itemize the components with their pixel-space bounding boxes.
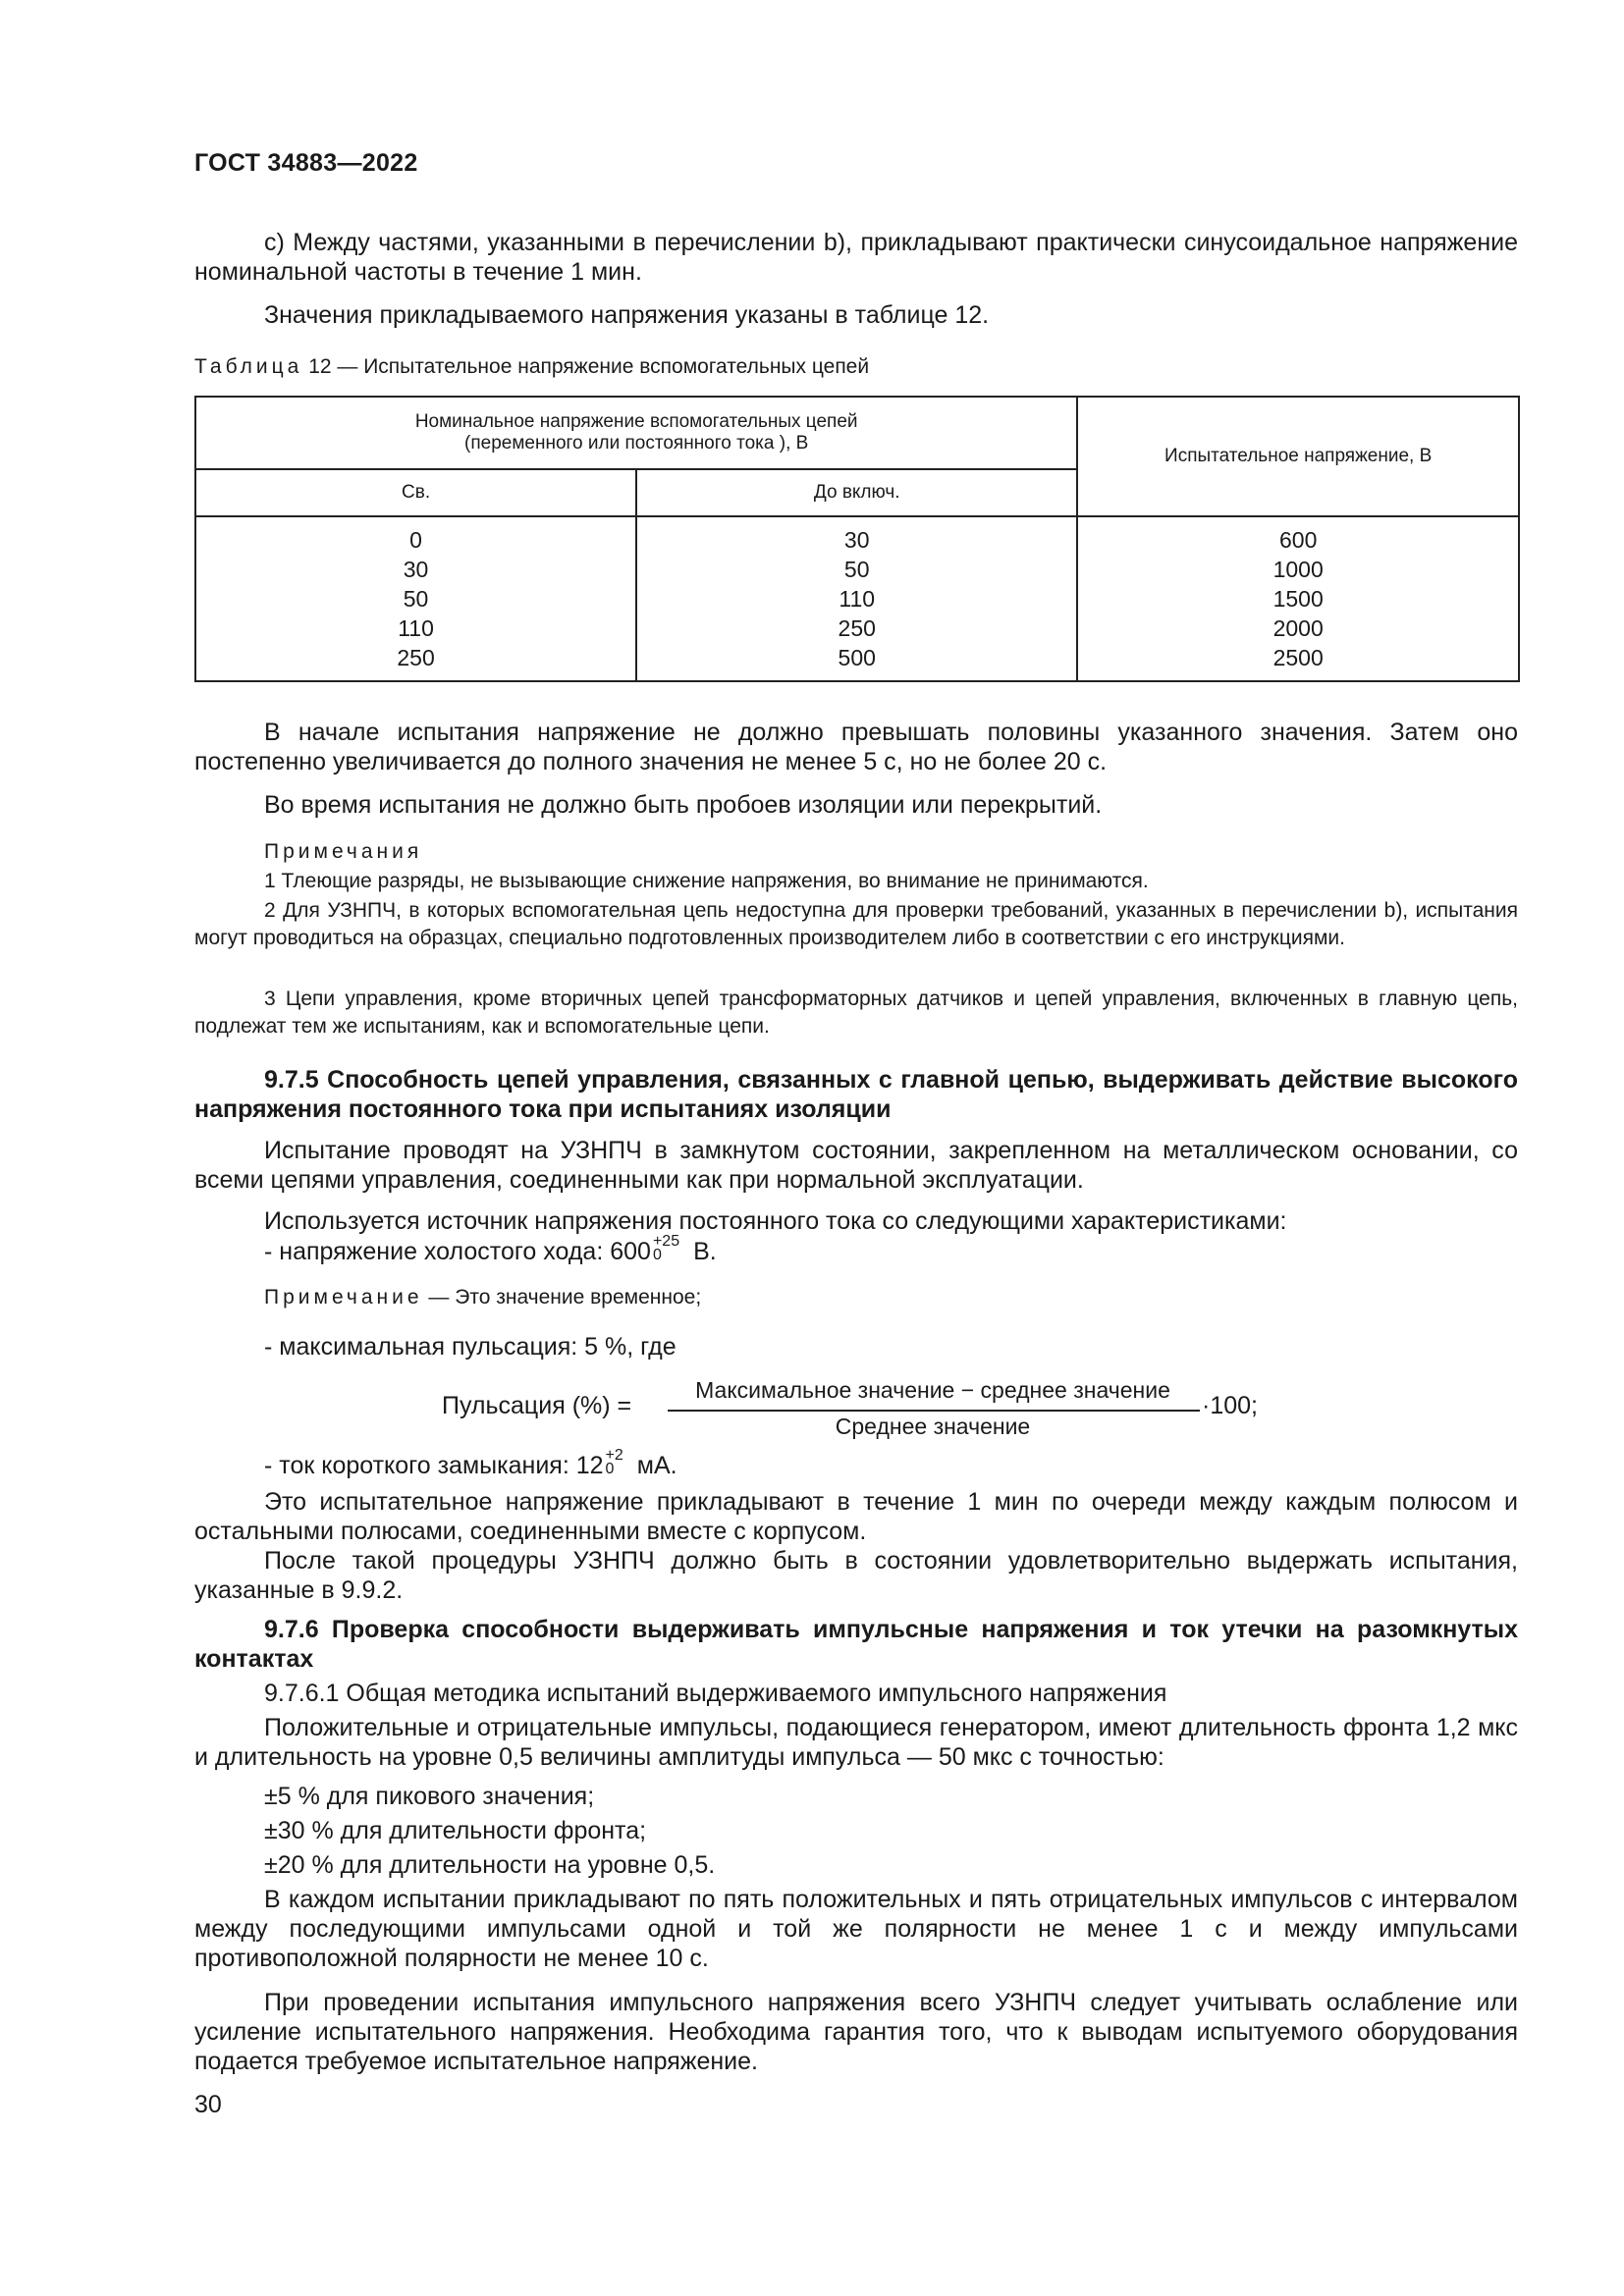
- tolerance-plus: +25: [652, 1233, 680, 1251]
- fraction-bar: [668, 1410, 1200, 1412]
- table-caption: [194, 355, 869, 379]
- tolerance-plus: +2: [605, 1447, 623, 1465]
- paragraph-975-3: Это испытательное напряжение прикладывают в течение 1 мин по очереди между каждым полюсом и остальными полюсами, соединенными вместе с корпусом.: [194, 1488, 1518, 1545]
- head-nominal-line1: Номинальное напряжение вспомогательных цепей: [414, 411, 858, 432]
- table-cell: 50: [843, 557, 870, 582]
- voltage-value: 600: [610, 1238, 651, 1265]
- formula-denominator: Среднее значение: [835, 1414, 1031, 1439]
- bullet-label: - ток короткого замыкания:: [264, 1452, 569, 1479]
- bullet-label: - напряжение холостого хода:: [264, 1238, 604, 1265]
- note-3: 3 Цепи управления, кроме вторичных цепей трансформаторных датчиков и цепей управления, включенных в главную цепь, подлежат тем же испытаниям, как и вспомогательные цепи.: [194, 988, 1518, 1038]
- subheading-9-7-6-1: 9.7.6.1 Общая методика испытаний выдерживаемого импульсного напряжения: [264, 1680, 1167, 1707]
- tolerance-minus: 0: [605, 1461, 615, 1478]
- paragraph-values: Значения прикладываемого напряжения указаны в таблице 12.: [264, 301, 990, 329]
- page-number: 30: [194, 2091, 222, 2118]
- formula-rhs: ·100;: [1202, 1392, 1258, 1419]
- table-cell: 250: [397, 645, 435, 670]
- table-cell: 1500: [1272, 586, 1324, 612]
- current-unit: мА.: [636, 1452, 677, 1479]
- bullet-open-circuit-voltage: [264, 1235, 717, 1268]
- table-cell: 110: [839, 586, 876, 612]
- table-cell: 500: [838, 645, 876, 670]
- col-from: [195, 516, 636, 681]
- table-cell: 2000: [1272, 615, 1324, 641]
- bullet-ripple: - максимальная пульсация: 5 %, где: [264, 1333, 677, 1361]
- formula-numerator: Максимальное значение − среднее значение: [695, 1377, 1170, 1403]
- table-cell: 250: [838, 615, 876, 641]
- note-2: 2 Для УЗНПЧ, в которых вспомогательная цепь недоступна для проверки требований, указанных в перечислении b), испытания могут проводиться на образцах, специально подготовленных производителем либо в соответствии с его инструкциями.: [194, 899, 1518, 949]
- paragraph-c: c) Между частями, указанными в перечислении b), прикладывают практически синусоидальное напряжение номинальной частоты в течение 1 мин.: [194, 229, 1518, 286]
- current-value: 12: [575, 1452, 604, 1479]
- current-tolerance: [606, 1449, 623, 1476]
- table-cell: 0: [409, 527, 422, 553]
- table-cell: 600: [1278, 527, 1318, 553]
- document-header: ГОСТ 34883—2022: [194, 149, 418, 177]
- heading-9-7-6: 9.7.6 Проверка способности выдерживать импульсные напряжения и ток утечки на разомкнутых контактах: [194, 1616, 1518, 1673]
- paragraph-976-1: Положительные и отрицательные импульсы, подающиеся генератором, имеют длительность фронта 1,2 мкс и длительность на уровне 0,5 величины амплитуды импульса — 50 мкс с точностью:: [194, 1714, 1518, 1771]
- paragraph-during: Во время испытания не должно быть пробоев изоляции или перекрытий.: [264, 791, 1103, 819]
- table-cell: 110: [398, 615, 434, 641]
- head-from: Св.: [195, 469, 636, 516]
- table-12: [194, 396, 1520, 682]
- paragraph-976-2: В каждом испытании прикладывают по пять положительных и пять отрицательных импульсов с интервалом между последующими импульсами одной и той же полярности не менее 1 с и между импульсами противоположной полярности не менее 10 с.: [194, 1886, 1518, 1972]
- paragraph-975-1: Испытание проводят на УЗНПЧ в замкнутом состоянии, закрепленном на металлическом основании, со всеми цепями управления, соединенными как при нормальной эксплуатации.: [194, 1137, 1518, 1194]
- table-cell: 2500: [1272, 645, 1324, 670]
- table-cell: 50: [403, 586, 429, 612]
- notes-title: Примечания: [264, 840, 423, 863]
- paragraph-975-4: После такой процедуры УЗНПЧ должно быть в состоянии удовлетворительно выдержать испытания, указанные в 9.9.2.: [194, 1547, 1518, 1604]
- tolerance-minus: 0: [652, 1247, 662, 1264]
- table-cell: 30: [843, 527, 870, 553]
- note-1: 1 Тлеющие разряды, не вызывающие снижение напряжения, во внимание не принимаются.: [264, 870, 1149, 892]
- head-nominal: [195, 397, 1077, 469]
- paragraph-975-2: Используется источник напряжения постоянного тока со следующими характеристиками:: [264, 1207, 1287, 1235]
- tolerance-half: ±20 % для длительности на уровне 0,5.: [264, 1851, 716, 1879]
- table-caption-text: 12 — Испытательное напряжение вспомогательных цепей: [308, 355, 870, 378]
- table-cell: 1000: [1272, 557, 1324, 582]
- paragraph-start: В начале испытания напряжение не должно превышать половины указанного значения. Затем оно постепенно увеличивается до полного значения не менее 5 с, но не более 20 с.: [194, 719, 1518, 775]
- tolerance-peak: ±5 % для пикового значения;: [264, 1783, 595, 1810]
- formula-lhs: Пульсация (%) =: [442, 1392, 632, 1419]
- table-cell: 30: [403, 557, 429, 582]
- heading-9-7-5: 9.7.5 Способность цепей управления, связанных с главной цепью, выдерживать действие высокого напряжения постоянного тока при испытаниях изоляции: [194, 1066, 1518, 1123]
- voltage-unit: В.: [693, 1238, 717, 1265]
- bullet-short-circuit-current: [264, 1449, 677, 1482]
- paragraph-976-3: При проведении испытания импульсного напряжения всего УЗНПЧ следует учитывать ослабление или усиление испытательного напряжения. Необходима гарантия того, что к выводам испытуемого оборудования подается требуемое испытательное напряжение.: [194, 1989, 1518, 2075]
- voltage-tolerance: [653, 1235, 679, 1262]
- tolerance-front: ±30 % для длительности фронта;: [264, 1817, 647, 1844]
- head-test-voltage: Испытательное напряжение, В: [1077, 397, 1519, 516]
- col-to: [636, 516, 1077, 681]
- head-to: До включ.: [636, 469, 1077, 516]
- inline-note: [264, 1286, 701, 1309]
- col-test: [1077, 516, 1519, 681]
- inline-note-text: — Это значение временное;: [428, 1286, 702, 1308]
- table-caption-label: Таблица: [194, 355, 303, 378]
- inline-note-label: Примечание: [264, 1286, 423, 1308]
- head-nominal-line2: (переменного или постоянного тока ), В: [464, 433, 809, 454]
